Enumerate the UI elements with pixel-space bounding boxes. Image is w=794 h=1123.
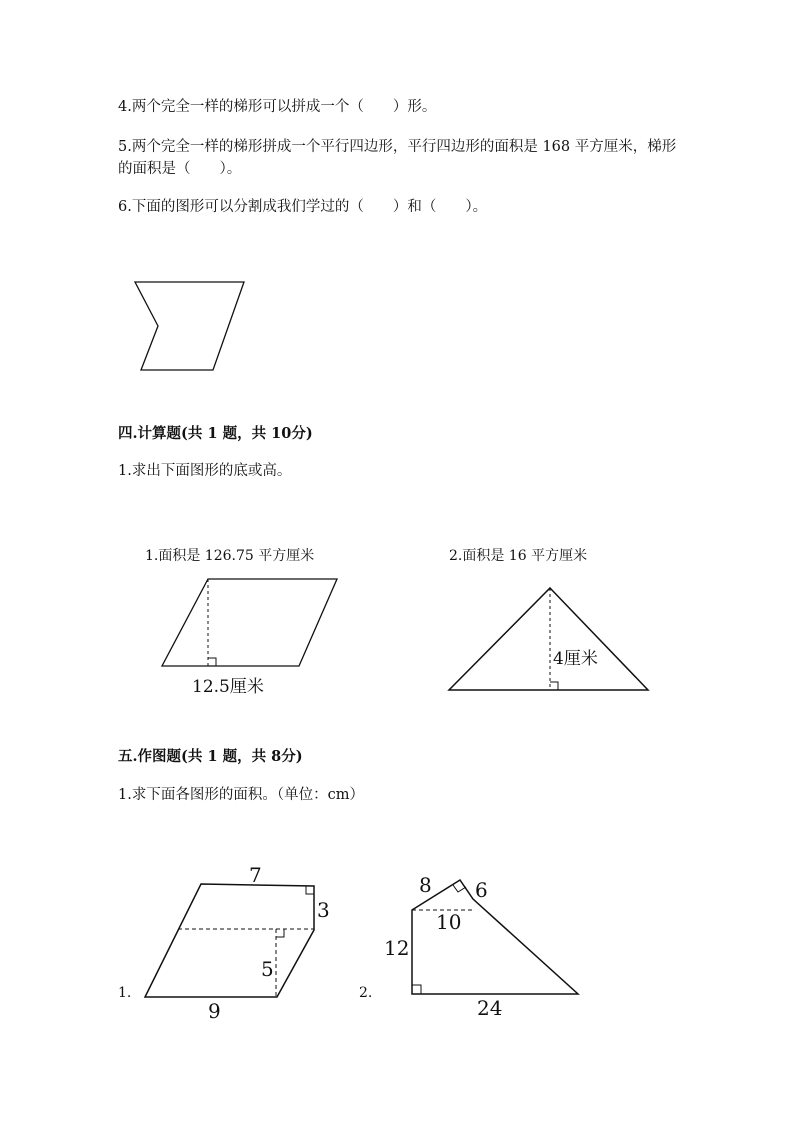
trap-bottom-label: 9 (208, 999, 221, 1023)
comp-bottom-label: 24 (477, 996, 503, 1020)
section-5-question: 1.求下面各图形的面积。（单位：cm） (118, 787, 364, 803)
section-5-heading: 五.作图题(共 1 题，共 8分) (118, 748, 303, 765)
fig1-caption: 1.面积是 126.75 平方厘米 (145, 548, 315, 564)
composite-shape (412, 880, 578, 994)
comp-left-label: 12 (384, 936, 410, 960)
question-5: 5.两个完全一样的梯形拼成一个平行四边形，平行四边形的面积是 168 平方厘米，梯形的面积是（ ）。 (118, 139, 677, 177)
parallelogram-base-label: 12.5厘米 (192, 677, 264, 697)
fig5-2-index: 2. (359, 985, 373, 1001)
comp-c-label: 10 (436, 910, 462, 934)
trap-top-label: 7 (249, 863, 262, 887)
question-4: 4.两个完全一样的梯形可以拼成一个（ ）形。 (118, 99, 437, 115)
comp-a-label: 8 (419, 873, 432, 897)
fig5-1-index: 1. (118, 985, 132, 1001)
trapezoid-shape (145, 884, 314, 997)
trap-height-label: 5 (261, 957, 274, 981)
comp-b-label: 6 (475, 878, 488, 902)
triangle-height-label: 4厘米 (553, 649, 598, 669)
section-4-question: 1.求出下面图形的底或高。 (118, 463, 292, 479)
fig2-caption: 2.面积是 16 平方厘米 (449, 548, 588, 564)
section-4-heading: 四.计算题(共 1 题，共 10分) (118, 425, 313, 442)
question-6: 6.下面的图形可以分割成我们学过的（ ）和（ ）。 (118, 199, 488, 215)
trap-side-label: 3 (317, 898, 330, 922)
